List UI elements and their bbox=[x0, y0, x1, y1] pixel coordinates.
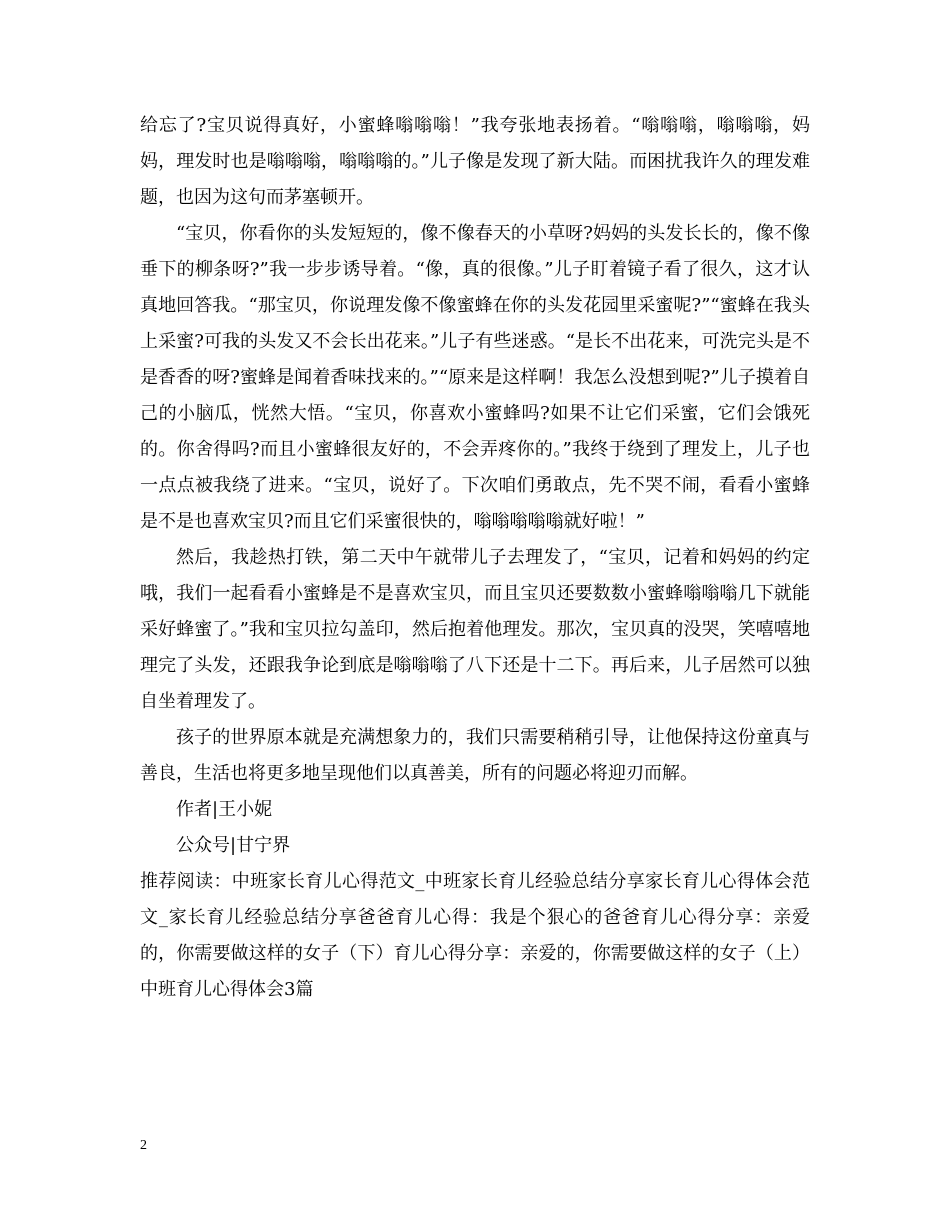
account-line: 公众号|甘宁界 bbox=[176, 835, 291, 856]
paragraph-4: 孩子的世界原本就是充满想象力的，我们只需要稍稍引导，让他保持这份童真与善良，生活也将更多地呈现他们以真善美，所有的问题必将迎刃而解。 bbox=[140, 727, 810, 784]
paragraph-2: “宝贝，你看你的头发短短的，像不像春天的小草呀?妈妈的头发长长的，像不像垂下的柳条呀?”我一步步诱导着。“像，真的很像。”儿子盯着镜子看了很久，这才认真地回答我。“那宝贝，你说理发像不像蜜蜂在你的头发花园里采蜜呢?”“蜜蜂在我头上采蜜?可我的头发又不会长出花来。”儿子有些迷惑。“是长不出花来，可洗完头是不是香香的呀?蜜蜂是闻着香味找来的。”“原来是这样啊！我怎么没想到呢?”儿子摸着自己的小脑瓜，恍然大悟。“宝贝，你喜欢小蜜蜂吗?如果不让它们采蜜，它们会饿死的。你舍得吗?而且小蜜蜂很友好的，不会弄疼你的。”我终于绕到了理发上，儿子也一点点被我绕了进来。“宝贝，说好了。下次咱们勇敢点，先不哭不闹，看看小蜜蜂是不是也喜欢宝贝?而且它们采蜜很快的，嗡嗡嗡嗡嗡就好啦！” bbox=[140, 223, 810, 532]
page-number: 2 bbox=[140, 1138, 147, 1153]
author-line: 作者|王小妮 bbox=[176, 799, 273, 820]
paragraph-3: 然后，我趁热打铁，第二天中午就带儿子去理发了，“宝贝，记着和妈妈的约定哦，我们一起看看小蜜蜂是不是喜欢宝贝，而且宝贝还要数数小蜜蜂嗡嗡嗡几下就能采好蜂蜜了。”我和宝贝拉勾盖印，然后抱着他理发。那次，宝贝真的没哭，笑嘻嘻地理完了头发，还跟我争论到底是嗡嗡嗡了八下还是十二下。再后来，儿子居然可以独自坐着理发了。 bbox=[140, 547, 810, 712]
paragraph-1: 给忘了?宝贝说得真好，小蜜蜂嗡嗡嗡！”我夸张地表扬着。“嗡嗡嗡，嗡嗡嗡，妈妈，理发时也是嗡嗡嗡，嗡嗡嗡的。”儿子像是发现了新大陆。而困扰我许久的理发难题，也因为这句而茅塞顿开。 bbox=[140, 115, 810, 208]
document-body bbox=[140, 108, 810, 1008]
recommended-reading: 推荐阅读：中班家长育儿心得范文_中班家长育儿经验总结分享家长育儿心得体会范文_家长育儿经验总结分享爸爸育儿心得：我是个狠心的爸爸育儿心得分享：亲爱的，你需要做这样的女子（下）育儿心得分享：亲爱的，你需要做这样的女子（上）中班育儿心得体会3篇 bbox=[140, 871, 810, 1000]
